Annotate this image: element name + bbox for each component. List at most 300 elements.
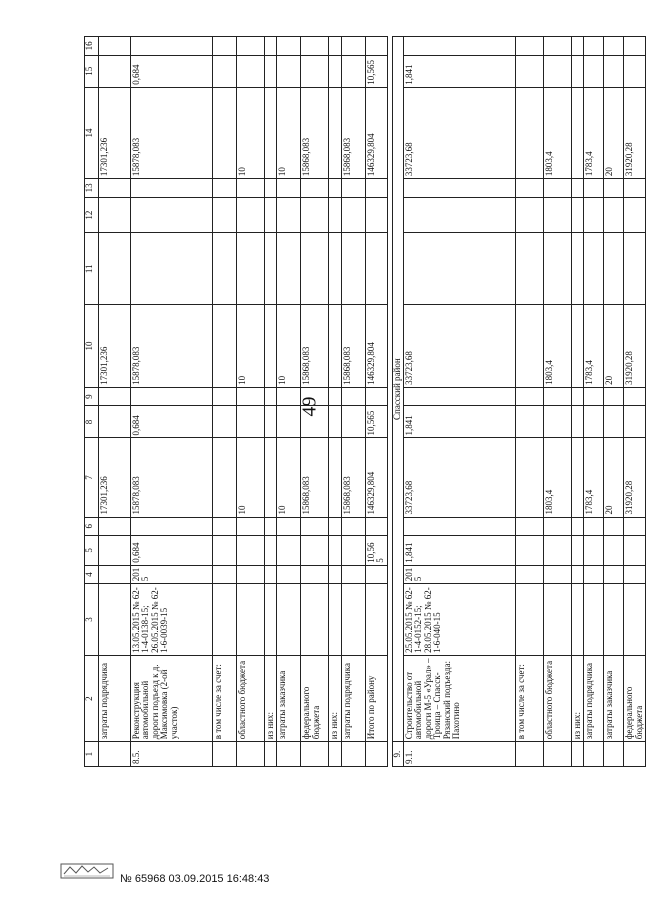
table-cell [237, 37, 265, 56]
column-number: 6 [85, 517, 99, 536]
table-cell [301, 584, 329, 656]
table-cell: 9.1. [403, 742, 515, 767]
column-number: 11 [85, 233, 99, 305]
table-cell [265, 438, 277, 517]
table-cell [543, 536, 571, 566]
table-cell [277, 536, 301, 566]
table-cell [341, 406, 365, 438]
table-cell [624, 233, 646, 305]
column-number: 8 [85, 406, 99, 438]
table-row [99, 37, 131, 767]
column-number: 13 [85, 179, 99, 198]
column-number: 5 [85, 536, 99, 566]
table-cell: 1,841 [403, 536, 515, 566]
section-break [387, 37, 403, 767]
table-cell [237, 584, 265, 656]
table-cell: 31920,28 [624, 87, 646, 178]
table-row [365, 37, 387, 767]
table-cell [584, 584, 604, 656]
table-cell [543, 517, 571, 536]
table-cell [265, 305, 277, 388]
table-cell [584, 565, 604, 584]
column-number: 4 [85, 565, 99, 584]
table-cell [277, 233, 301, 305]
table-cell [265, 406, 277, 438]
table-cell [99, 179, 131, 198]
table-cell [365, 565, 387, 584]
rotated-table-container [84, 36, 644, 767]
table-cell [604, 233, 624, 305]
table-cell [237, 55, 265, 87]
table-cell [329, 179, 341, 198]
table-cell: 2015 [403, 565, 515, 584]
table-cell: из них: [265, 655, 277, 741]
table-cell [99, 565, 131, 584]
table-cell: Строительство от автомобильной дороги М-5 «Урал» – Троица – Спасск-Рязанский подъезда: Пахотино [403, 655, 515, 741]
table-cell [265, 536, 277, 566]
table-cell [99, 742, 131, 767]
column-number: 9 [85, 387, 99, 406]
table-cell: 13.05.2015 № 62-1-4-0138-15; 26.05.2015 № 62-1-6-0039-15 [131, 584, 213, 656]
table-cell [624, 584, 646, 656]
table-cell [365, 37, 387, 56]
table-cell: 20 [604, 438, 624, 517]
table-row [277, 37, 301, 767]
table-cell [341, 55, 365, 87]
table-cell [213, 387, 237, 406]
table-cell [571, 55, 583, 87]
table-cell [624, 565, 646, 584]
table-cell: Реконструкция автомобильной дороги подъезд к д. Максимовка (2-ой участок) [131, 655, 213, 741]
table-cell: 1783,4 [584, 438, 604, 517]
table-cell [213, 565, 237, 584]
table-cell: 15878,083 [131, 305, 213, 388]
table-cell [277, 197, 301, 233]
table-cell [365, 233, 387, 305]
table-cell: 33723,68 [403, 305, 515, 388]
table-cell [329, 387, 341, 406]
table-cell: 0,684 [131, 536, 213, 566]
table-cell: 15868,083 [301, 305, 329, 388]
table-cell [329, 197, 341, 233]
table-row [131, 37, 213, 767]
table-cell: 0,684 [131, 55, 213, 87]
table-cell: 20 [604, 87, 624, 178]
table-cell [277, 55, 301, 87]
table-cell: 31920,28 [624, 438, 646, 517]
table-cell [213, 55, 237, 87]
table-cell [99, 536, 131, 566]
table-cell [341, 197, 365, 233]
table-cell: 15878,083 [131, 87, 213, 178]
table-cell [604, 197, 624, 233]
column-number: 10 [85, 305, 99, 388]
page-number: 49 [298, 396, 321, 417]
table-cell: 33723,68 [403, 87, 515, 178]
table-cell [571, 536, 583, 566]
table-cell: 10 [277, 87, 301, 178]
table-cell [329, 233, 341, 305]
table-cell [624, 536, 646, 566]
table-cell [277, 387, 301, 406]
table-cell: 17301,236 [99, 305, 131, 388]
table-cell [515, 179, 543, 198]
table-cell [584, 536, 604, 566]
table-cell [365, 517, 387, 536]
table-cell: 146329,804 [365, 87, 387, 178]
table-cell [265, 742, 277, 767]
table-cell [515, 536, 543, 566]
table-cell: затраты подрядчика [99, 655, 131, 741]
table-cell [543, 55, 571, 87]
table-cell [604, 179, 624, 198]
table-cell [99, 37, 131, 56]
table-cell [99, 197, 131, 233]
table-cell [131, 179, 213, 198]
table-cell: 2015 [131, 565, 213, 584]
table-cell [213, 87, 237, 178]
table-cell [365, 387, 387, 406]
table-cell [571, 742, 583, 767]
table-cell: 1,841 [403, 406, 515, 438]
table-cell: 17301,236 [99, 438, 131, 517]
table-cell [213, 179, 237, 198]
table-cell [543, 406, 571, 438]
table-cell: 31920,28 [624, 305, 646, 388]
table-cell [624, 179, 646, 198]
table-cell [301, 179, 329, 198]
table-cell [571, 179, 583, 198]
table-cell [329, 742, 341, 767]
table-cell: 8.5. [131, 742, 213, 767]
table-cell: затраты подрядчика [584, 655, 604, 741]
table-cell [604, 55, 624, 87]
table-row [213, 37, 237, 767]
table-cell [571, 387, 583, 406]
table-cell [213, 742, 237, 767]
table-cell [543, 233, 571, 305]
table-cell: 25.05.2015 № 62-1-4-0152-15; 28.05.2015 № 62-1-6-040-15 [403, 584, 515, 656]
table-cell: 10 [277, 438, 301, 517]
table-cell [237, 406, 265, 438]
table-cell [543, 37, 571, 56]
table-cell [329, 438, 341, 517]
table-row [341, 37, 365, 767]
table-cell: 1803,4 [543, 87, 571, 178]
table-cell [571, 517, 583, 536]
table-cell [403, 387, 515, 406]
table-cell [515, 305, 543, 388]
column-number: 7 [85, 438, 99, 517]
table-cell [571, 87, 583, 178]
table-cell [237, 387, 265, 406]
table-cell: 10 [237, 305, 265, 388]
table-cell [624, 387, 646, 406]
table-cell [515, 584, 543, 656]
table-cell [341, 179, 365, 198]
table-cell: 146329,804 [365, 305, 387, 388]
table-cell [131, 517, 213, 536]
table-cell: затраты заказчика [604, 655, 624, 741]
document-footer: № 65968 03.09.2015 16:48:43 [120, 873, 270, 885]
table-cell: 146329,804 [365, 438, 387, 517]
table-cell [301, 406, 329, 438]
table-cell [277, 584, 301, 656]
table-cell [515, 37, 543, 56]
table-cell [543, 197, 571, 233]
section-title: Спасский район [392, 37, 403, 742]
table-cell [584, 742, 604, 767]
table-cell [365, 197, 387, 233]
table-cell [99, 233, 131, 305]
table-cell: 20 [604, 305, 624, 388]
table-cell [604, 584, 624, 656]
table-cell [329, 536, 341, 566]
table-cell [265, 37, 277, 56]
table-cell [624, 55, 646, 87]
table-cell [341, 584, 365, 656]
table-cell [99, 584, 131, 656]
table-cell [99, 406, 131, 438]
table-cell [515, 517, 543, 536]
table-cell [403, 197, 515, 233]
table-cell [604, 37, 624, 56]
table-cell [584, 197, 604, 233]
table-cell [341, 37, 365, 56]
table-cell: 15868,083 [301, 87, 329, 178]
table-cell [571, 438, 583, 517]
table-cell [237, 517, 265, 536]
table-cell [543, 387, 571, 406]
table-cell: 15868,083 [301, 438, 329, 517]
table-cell [403, 37, 515, 56]
table-row [237, 37, 265, 767]
table-cell [301, 517, 329, 536]
table-cell [571, 233, 583, 305]
table-row [571, 37, 583, 767]
table-cell [265, 387, 277, 406]
column-number: 12 [85, 197, 99, 233]
table-cell [329, 584, 341, 656]
table-cell [329, 406, 341, 438]
table-cell: в том числе за счет: [213, 655, 237, 741]
table-cell [515, 87, 543, 178]
table-cell: Итого по району [365, 655, 387, 741]
column-number: 15 [85, 55, 99, 87]
table-cell [265, 584, 277, 656]
table-cell: 10 [237, 87, 265, 178]
table-cell [403, 517, 515, 536]
table-cell [131, 37, 213, 56]
table-cell [301, 55, 329, 87]
table-cell [277, 37, 301, 56]
table-cell [571, 584, 583, 656]
table-cell [237, 536, 265, 566]
column-number: 14 [85, 87, 99, 178]
table-cell [301, 37, 329, 56]
table-cell [571, 197, 583, 233]
table-row [604, 37, 624, 767]
table-cell [571, 305, 583, 388]
table-cell [515, 387, 543, 406]
table-cell: затраты заказчика [277, 655, 301, 741]
table-cell [341, 565, 365, 584]
table-cell [237, 179, 265, 198]
table-cell: 10 [237, 438, 265, 517]
table-cell [301, 742, 329, 767]
table-cell [277, 565, 301, 584]
table-cell [265, 179, 277, 198]
table-cell [604, 406, 624, 438]
table-cell [515, 438, 543, 517]
column-number-row [85, 37, 99, 767]
table-body-district-a [85, 37, 388, 767]
table-cell: областного бюджета [543, 655, 571, 741]
table-row [584, 37, 604, 767]
table-cell: 15868,083 [341, 438, 365, 517]
section-header-row [392, 37, 403, 767]
table-cell [543, 742, 571, 767]
table-cell [584, 387, 604, 406]
table-cell [624, 197, 646, 233]
table-cell: 15868,083 [341, 87, 365, 178]
table-cell [131, 233, 213, 305]
table-cell [515, 55, 543, 87]
table-cell [237, 233, 265, 305]
table-cell [403, 233, 515, 305]
table-cell [301, 197, 329, 233]
table-cell [301, 233, 329, 305]
table-cell [571, 565, 583, 584]
table-cell [624, 406, 646, 438]
column-number: 16 [85, 37, 99, 56]
column-number: 1 [85, 742, 99, 767]
table-cell: федерального бюджета [624, 655, 646, 741]
table-cell: 33723,68 [403, 438, 515, 517]
table-cell [543, 584, 571, 656]
table-cell [584, 37, 604, 56]
table-cell [571, 37, 583, 56]
table-row [329, 37, 341, 767]
table-cell [265, 55, 277, 87]
table-cell [341, 517, 365, 536]
table-cell [624, 37, 646, 56]
table-cell: 1783,4 [584, 305, 604, 388]
table-cell [329, 517, 341, 536]
table-cell [515, 742, 543, 767]
table-cell [99, 517, 131, 536]
table-cell: затраты подрядчика [341, 655, 365, 741]
table-cell [604, 565, 624, 584]
table-cell: 15878,083 [131, 438, 213, 517]
table-cell [604, 387, 624, 406]
table-cell: в том числе за счет: [515, 655, 543, 741]
table-cell: областного бюджета [237, 655, 265, 741]
table-cell [131, 197, 213, 233]
table-cell: 1803,4 [543, 305, 571, 388]
table-cell [237, 742, 265, 767]
table-row [265, 37, 277, 767]
table-cell: 10 [277, 305, 301, 388]
table-cell [584, 406, 604, 438]
table-cell [624, 742, 646, 767]
section-number: 9. [392, 742, 403, 767]
table-cell [515, 197, 543, 233]
table-cell [213, 517, 237, 536]
table-row [624, 37, 646, 767]
table-cell [365, 584, 387, 656]
table-cell: федерального бюджета [301, 655, 329, 741]
table-cell [265, 87, 277, 178]
table-cell [277, 406, 301, 438]
table-cell [571, 406, 583, 438]
table-cell: 17301,236 [99, 87, 131, 178]
table-cell [277, 517, 301, 536]
table-cell [131, 387, 213, 406]
table-cell [265, 233, 277, 305]
table-cell [584, 517, 604, 536]
column-number: 2 [85, 655, 99, 741]
table-row [543, 37, 571, 767]
table-cell [277, 179, 301, 198]
table-cell: из них: [329, 655, 341, 741]
table-cell [584, 233, 604, 305]
table-cell [213, 305, 237, 388]
table-cell [329, 565, 341, 584]
table-cell [543, 179, 571, 198]
table-cell [301, 387, 329, 406]
table-cell: 10,565 [365, 406, 387, 438]
table-cell [213, 438, 237, 517]
table-cell: 10,565 [365, 536, 387, 566]
table-row [403, 37, 515, 767]
table-cell: 15868,083 [341, 305, 365, 388]
table-cell [265, 565, 277, 584]
table-cell [265, 197, 277, 233]
table-cell [341, 536, 365, 566]
table-cell [624, 517, 646, 536]
table-body-spassky [403, 37, 645, 767]
table-cell [341, 233, 365, 305]
table-cell [213, 406, 237, 438]
table-cell [301, 536, 329, 566]
table-cell [341, 387, 365, 406]
table-cell: 1,841 [403, 55, 515, 87]
table-cell [584, 179, 604, 198]
table-cell: 0,684 [131, 406, 213, 438]
table-cell [301, 565, 329, 584]
table-cell [237, 197, 265, 233]
table-cell [403, 179, 515, 198]
table-cell [515, 565, 543, 584]
table-cell: 1783,4 [584, 87, 604, 178]
table-row [515, 37, 543, 767]
table-cell [515, 233, 543, 305]
electronic-signature-stamp [60, 858, 114, 882]
table-cell [213, 197, 237, 233]
table-cell: из них: [571, 655, 583, 741]
table-cell [329, 37, 341, 56]
table-cell [515, 406, 543, 438]
table-cell [365, 179, 387, 198]
table-cell [365, 742, 387, 767]
table-cell [213, 584, 237, 656]
table-cell [329, 55, 341, 87]
table-cell: 1803,4 [543, 438, 571, 517]
table-cell [341, 742, 365, 767]
table-cell [604, 742, 624, 767]
table-cell [213, 37, 237, 56]
